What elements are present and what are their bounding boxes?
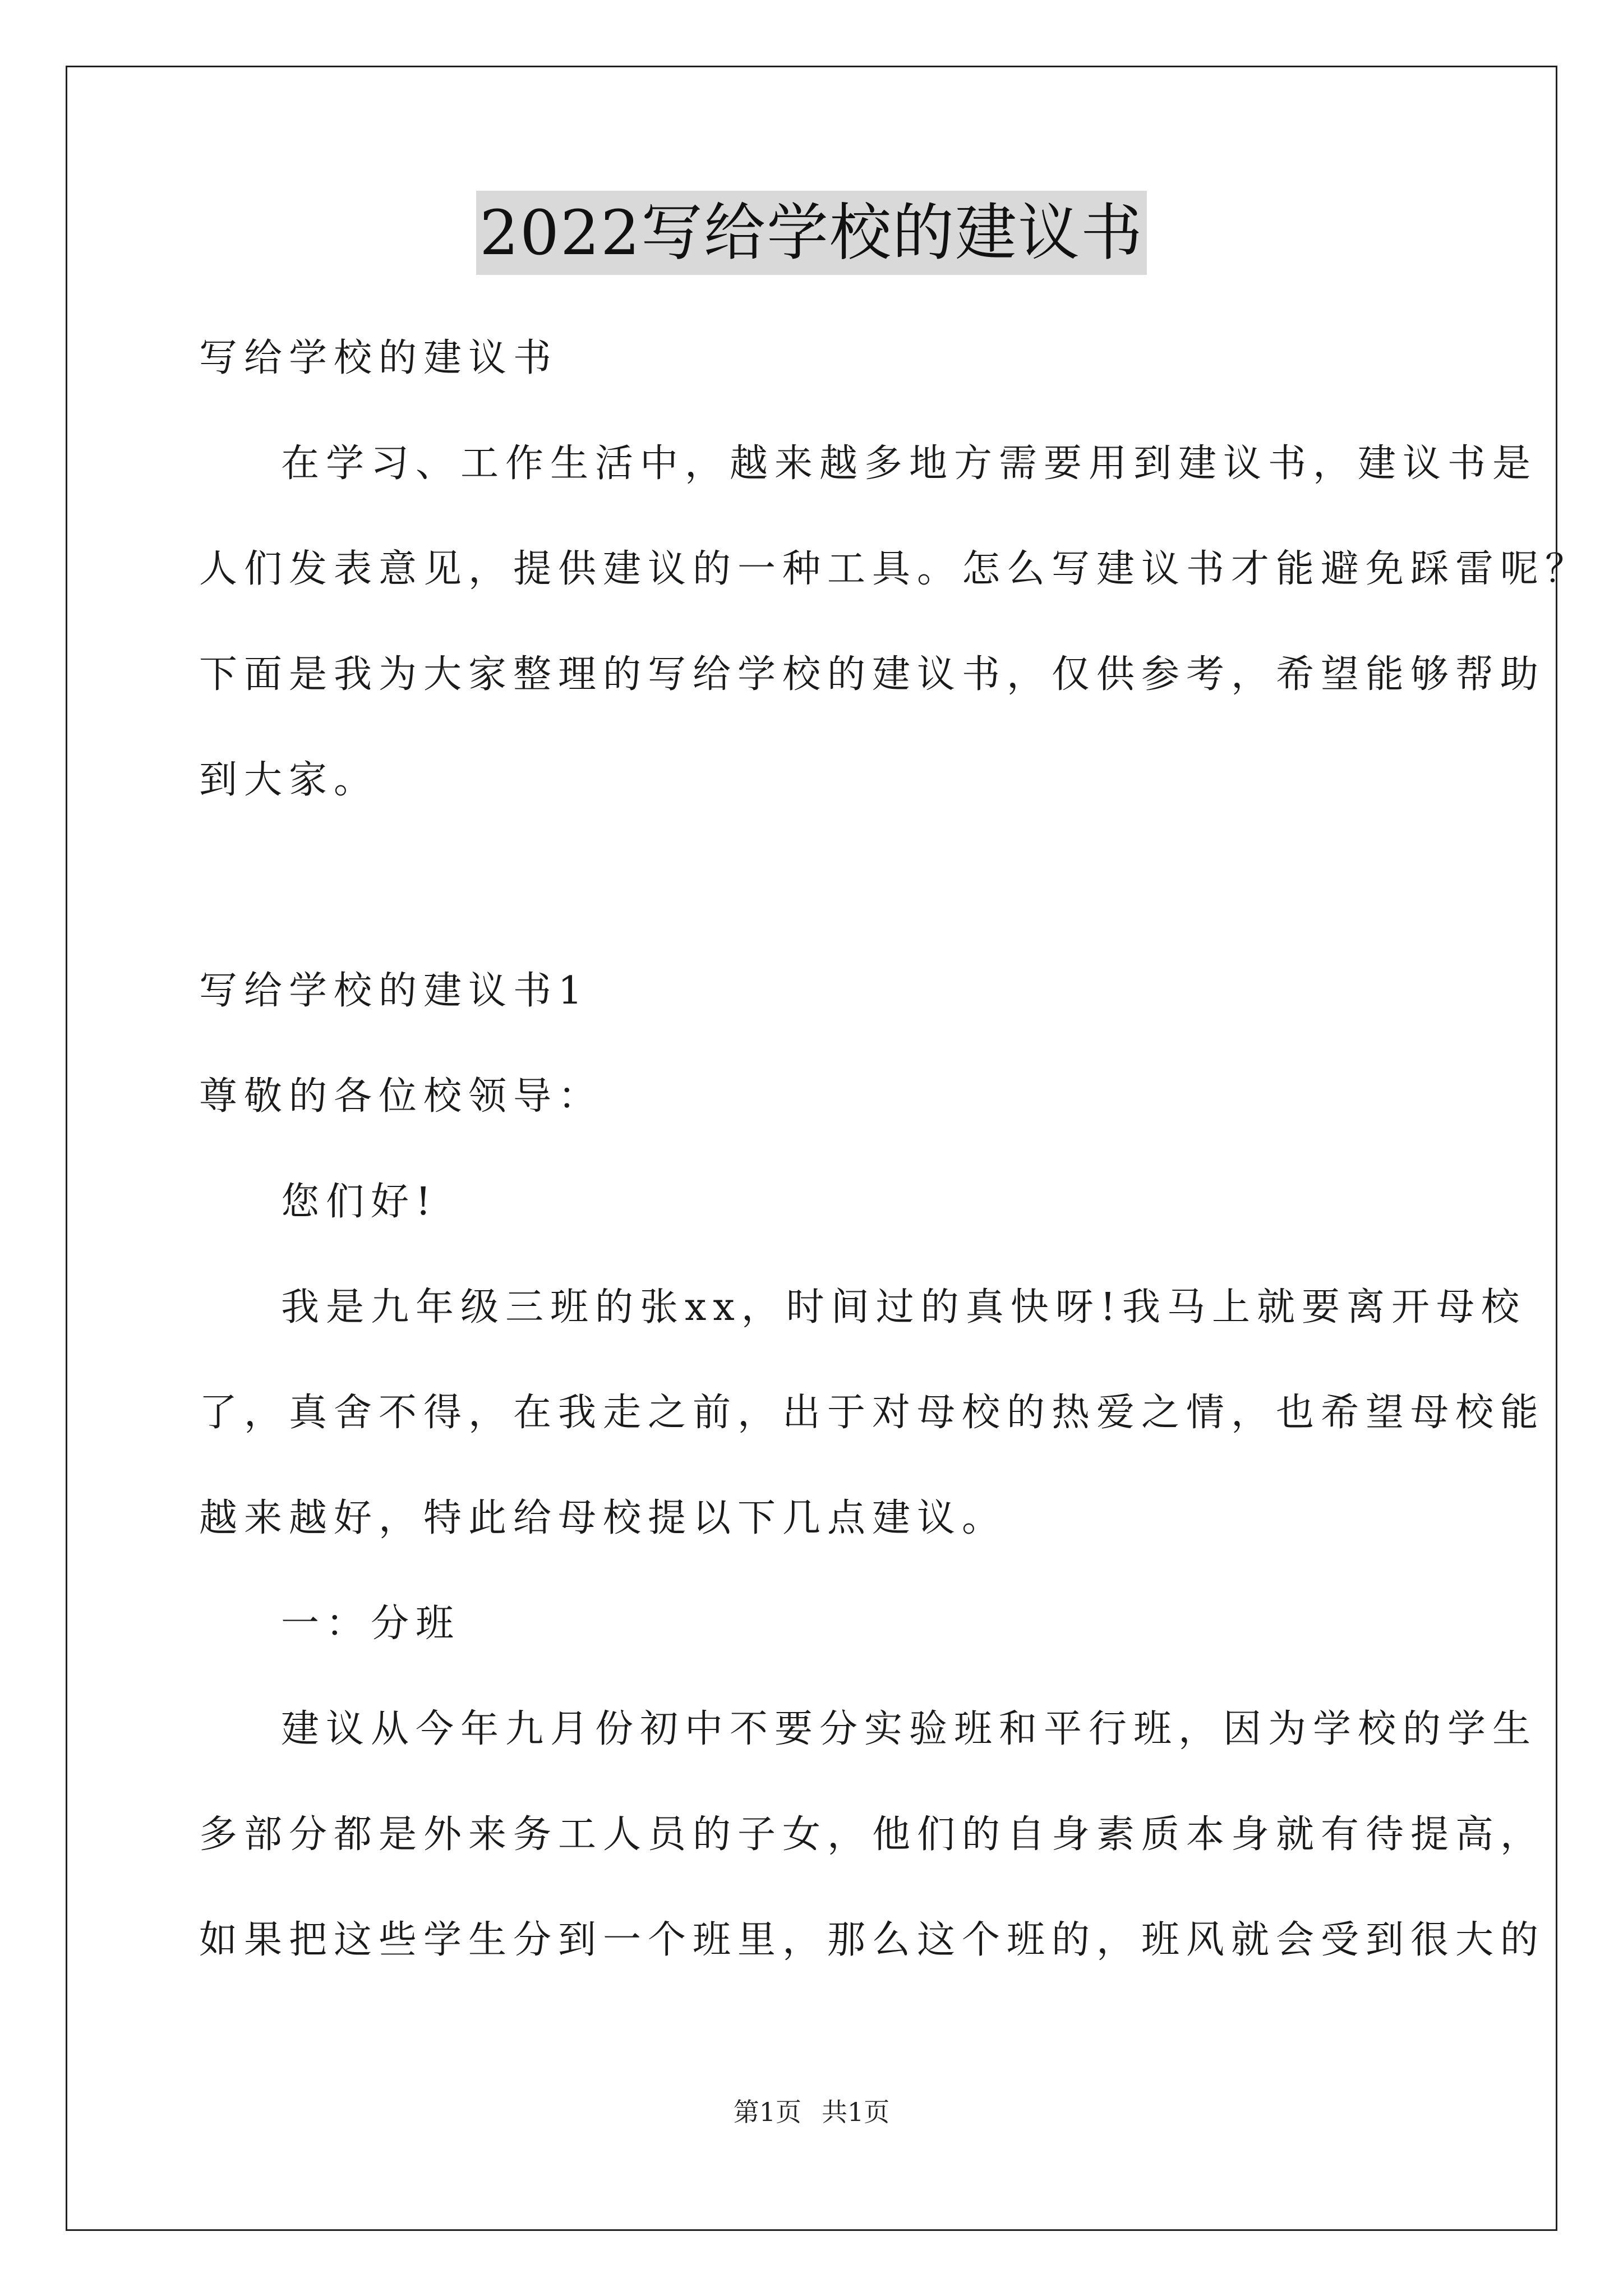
paragraph-line: 我是九年级三班的张xx，时间过的真快呀!我马上就要离开母校 [281, 1285, 1527, 1329]
greeting: 您们好! [281, 1180, 438, 1224]
intro-line: 人们发表意见，提供建议的一种工具。怎么写建议书才能避免踩雷呢？ [199, 547, 1590, 591]
paragraph-line: 多部分都是外来务工人员的子女，他们的自身素质本身就有待提高， [199, 1812, 1546, 1857]
title-container [0, 191, 1623, 275]
blank-line [199, 833, 1433, 938]
point-heading: 一：分班 [281, 1602, 461, 1646]
page-number: 第1页 [733, 2097, 801, 2127]
salutation: 尊敬的各位校领导： [199, 1074, 603, 1119]
document-subtitle: 写给学校的建议书 [199, 336, 559, 380]
paragraph-line: 了，真舍不得，在我走之前，出于对母校的热爱之情，也希望母校能 [199, 1391, 1546, 1435]
page-total: 共1页 [822, 2097, 890, 2127]
document-body [199, 306, 1590, 1993]
intro-line: 到大家。 [199, 758, 379, 802]
paragraph-line: 如果把这些学生分到一个班里，那么这个班的，班风就会受到很大的 [199, 1918, 1546, 1962]
paragraph-line: 建议从今年九月份初中不要分实验班和平行班，因为学校的学生 [281, 1707, 1538, 1751]
intro-line: 下面是我为大家整理的写给学校的建议书，仅供参考，希望能够帮助 [199, 652, 1546, 697]
intro-line: 在学习、工作生活中，越来越多地方需要用到建议书，建议书是 [281, 441, 1538, 486]
document-title: 2022写给学校的建议书 [476, 191, 1147, 275]
paragraph-line: 越来越好，特此给母校提以下几点建议。 [199, 1496, 1007, 1540]
section-heading: 写给学校的建议书1 [199, 969, 589, 1013]
page-footer [0, 2095, 1623, 2129]
